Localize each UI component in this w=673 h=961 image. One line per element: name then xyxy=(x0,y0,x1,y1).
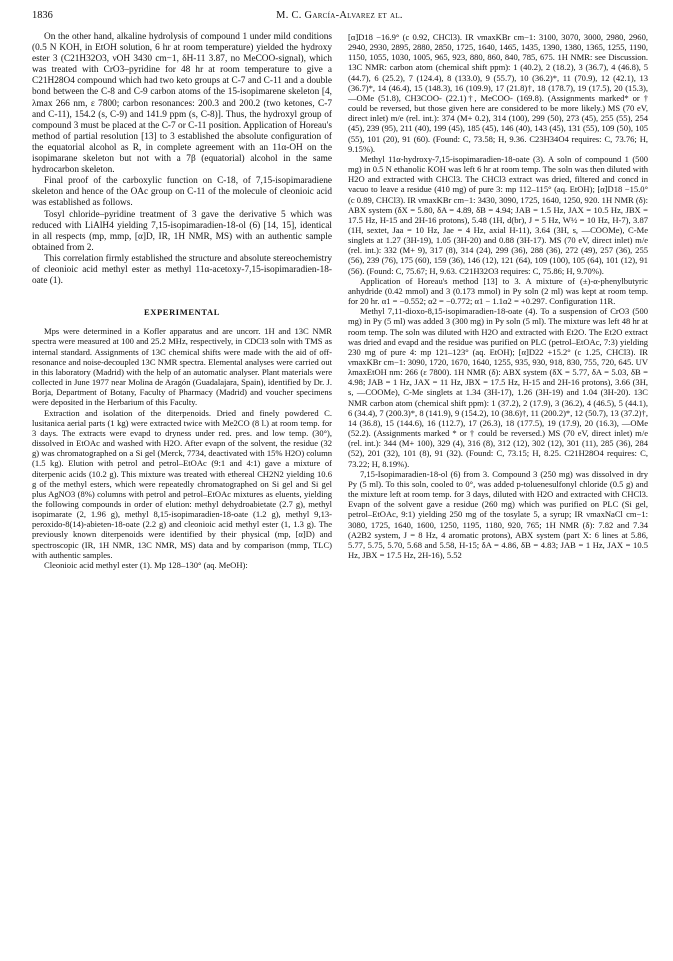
section-heading-experimental: EXPERIMENTAL xyxy=(144,307,220,318)
page-number: 1836 xyxy=(32,10,53,21)
paragraph: Final proof of the carboxylic function on C-18, of 7,15-isopimaradiene skeleton and hence of the OAc group on C-11 of the molecule of cleonioic acid was established as follows. xyxy=(32,176,332,209)
paragraph: Tosyl chloride–pyridine treatment of 3 gave the derivative 5 which was reduced with LiAlH4 yielding 7,15-isopimaradien-18-ol (6) [14, 15], identical in all respects (mp, mmp, [α]D, IR, 1H NMR, MS) with an authentic sample obtained from 2. xyxy=(32,209,332,253)
left-column xyxy=(32,32,332,570)
paragraph: This correlation firmly established the structure and absolute stereochemistry of cleonioic acid methyl ester as methyl 11α-acetoxy-7,15-isopimaradien-18-oate (1). xyxy=(32,253,332,287)
paragraph: Methyl 11α-hydroxy-7,15-isopimaradien-18-oate (3). A soln of compound 1 (500 mg) in 0.5 N ethanolic KOH was left 6 hr at room temp. The soln was then diluted with H2O and extracted with CHCl3. The CHCl3 extract was dried, filtered and concd in vacuo to leave a residue (410 mg) of pure 3: mp 112–115° (aq. EtOH); [α]D18 −15.0° (c 0.89, CHCl3). IR νmaxKBr cm−1: 3430, 3090, 1725, 1640, 1250, 920. 1H NMR (δ): ABX system (δX = 5.80, δA = 4.89, δB = 4.94; JAB = 1.5 Hz, JAX = 10.5 Hz, JBX = 17.5 Hz, H-15 and 2H-16 protons), 5.48 (1H, d(br), J = 5 Hz, W½ = 10 Hz, H-7), 3.87 (1H, sextet, Jaa = 10 Hz, Jae = 4 Hz, axial H-11), 3.64 (3H, s, —COOMe), C-Me singlets at 1.27 (3H-19), 1.05 (3H-20) and 0.88 (3H-17). MS (70 eV, direct inlet) m/e (rel. int.): 332 (M+ 9), 317 (8), 314 (24), 299 (36), 288 (36), 272 (49), 257 (36), 255 (56), 239 (76), 175 (60), 159 (36), 146 (12), 121 (64), 109 (100), 105 (64), 101 (12), 91 (56). (Found: C, 75.67; H, 9.63. C21H32O3 requires: C, 75.86; H, 9.70%). xyxy=(348,153,648,276)
paragraph: Application of Horeau's method [13] to 3. A mixture of (±)-α-phenylbutyric anhydride (0.42 mmol) and 3 (0.173 mmol) in Py soln (2 ml) was kept at room temp. for 20 hr. α1 = −0.552; α2 = −0.772; α1 − 1.1α2 = +0.297. Configuration 11R. xyxy=(348,275,648,307)
paragraph: Mps were determined in a Kofler apparatus and are uncorr. 1H and 13C NMR spectra were measured at 100 and 25.2 MHz, respectively, in CDCl3 soln with TMS as internal standard. Assignments of 13C chemical shifts were made with the aid of off-resonance and noise-decoupled 13C NMR spectra. Elemental analyses were carried out in this laboratory (Madrid) with the help of an automatic analyser. Plant materials were collected in June 1977 near Molina de Aragón (Guadalajara, Spain), identified by Dr. J. Borja, Department of Botany, Faculty of Pharmacy (Madrid) and voucher specimens were deposited in the Herbarium of this Faculty. xyxy=(32,326,332,408)
running-title: M. C. García-Alvarez et al. xyxy=(276,10,403,21)
paragraph: On the other hand, alkaline hydrolysis of compound 1 under mild conditions (0.5 N KOH, in EtOH solution, 6 hr at room temperature) yielded the hydroxy ester 3 (C21H32O3, νOH 3430 cm−1, δH-11 3.87, no MeCOO-signal), which was treated with CrO3–pyridine for 48 hr at room temperature to give a C21H28O4 compound which had two keto groups at C-7 and C-11 and a double bond between the C-8 and C-9 carbon atoms of the 15-isopimarene skeleton [4, λmax 266 nm, ε 7800; carbon resonances: 200.3 and 200.2 (two ketones, C-7 and C-11), 154.2 (s, C-9) and 141.9 ppm (s, C-8)]. Thus, the hydroxyl group of compound 3 must be placed at the C-7 or C-11 position. Application of Horeau's method of partial resolution [13] to 3 established the absolute configuration of the equatorial alcohol as R, in complete agreement with an 11α-OH on the isopimarane skeleton but not with a 7β (equatorial) alcohol in the same hydrocarbon skeleton. xyxy=(32,32,332,176)
paragraph: 7,15-Isopimaradien-18-ol (6) from 3. Compound 3 (250 mg) was dissolved in dry Py (5 ml). To this soln, cooled to 0°, was added p-toluenesulfonyl chloride (0.5 g) and the mixture left at room temp. for 3 days, diluted with H2O and extracted with CHCl3. Evapn of the solvent gave a residue (260 mg) which was purified on PLC (Si gel, petrol–EtOAc, 9:1) yielding 250 mg of the tosylate 5, a syrup; IR νmaxNaCl cm−1: 3080, 1725, 1640, 1600, 1250, 1195, 1180, 920, 765; 1H NMR (δ): 7.82 and 7.34 (A2B2 system, J = 8 Hz, 4 aromatic protons), ABX system (part X: 6 lines at 5.86, 5.77, 5.75, 5.70, 5.68 and 5.58, H-15; δA = 4.86, δB = 4.83; JAB = 1 Hz, JAX = 10.5 Hz, JBX = 17.5 Hz, 2H-16), 5.52 xyxy=(348,468,648,560)
paragraph: Cleonioic acid methyl ester (1). Mp 128–130° (aq. MeOH): xyxy=(44,559,248,570)
experimental-text xyxy=(32,326,332,570)
discussion-text xyxy=(32,32,332,287)
paragraph: Extraction and isolation of the diterpenoids. Dried and finely powdered C. lusitanica aerial parts (1 kg) were extracted twice with Me2CO (8 l.) at room temp. for 3 days. The extracts were evapd to dryness under red. pres. and low temp. (30°), dissolved in EtOAc and washed with H2O. After evapn of the solvent, the residue (32 g) was chromatographed on a Si gel (Merck, 7734, deactivated with 15% H2O) column (1.5 kg). Elution with petrol and petrol–EtOAc (9:1 and 4:1) gave a mixture of diterpenic acids (10.2 g). This mixture was treated with ethereal CH2N2 yielding 10.6 g of the methyl esters, which were repeatedly chromatographed on Si gel and Si gel plus AgNO3 (8%) columns with petrol and petrol–EtOAc mixtures as eluents, yielding the following compounds in order of elution: methyl dehydroabietate (2.7 g), methyl isopimarate (2, 1.96 g), methyl 8,15-isopimaradien-18-oate (1.2 g), methyl 9,13-peroxido-8(14)-abieten-18-oate (2.2 g) and cleonioic acid methyl ester (1, 1.3 g). The previously known diterpenoids were identified by their physical (mp, [α]D) and spectroscopic (IR, 1H NMR, 13C NMR, MS) data and by comparison (mmp, TLC) with authentic samples. xyxy=(32,407,332,560)
paragraph: Methyl 7,11-dioxo-8,15-isopimaradien-18-oate (4). To a suspension of CrO3 (500 mg) in Py (5 ml) was added 3 (300 mg) in Py soln (5 ml). The mixture was left 48 hr at room temp. The soln was diluted with H2O and extracted with Et2O. The Et2O extract was dried and evapd and the residue was purified on PLC (petrol–EtOAc, 7:3) yielding 230 mg of pure 4: mp 121–123° (aq. EtOH); [α]D22 +15.2° (c 1.25, CHCl3). IR νmaxKBr cm−1: 3090, 1720, 1670, 1640, 1255, 935, 930, 918, 830, 755, 720, 645. UV λmaxEtOH nm: 266 (ε 7800). 1H NMR (δ): ABX system (δX = 5.77, δA = 5.03, δB = 4.98; JAB = 1 Hz, JAX = 11 Hz, JBX = 17.5 Hz, H-15 and 2H-16 protons), 3.66 (3H, s, —COOMe), C-Me singlets at 1.34 (3H-17), 1.26 (3H-19) and 1.04 (3H-20). 13C NMR carbon atom (chemical shift ppm): 1 (37.2), 2 (17.9), 3 (36.2), 4 (46.5), 5 (44.1), 6 (34.4), 7 (200.3)*, 8 (141.9), 9 (154.2), 10 (38.6)†, 11 (200.2)*, 12 (50.7), 13 (37.2)†, 14 (36.8), 15 (144.6), 16 (112.7), 17 (26.3), 18 (177.5), 19 (17.9), 20 (16.3), —OMe (52.2). (Assignments marked * or † could be reversed.) MS (70 eV, direct inlet) m/e (rel. int.): 344 (M+ 100), 329 (4), 316 (8), 312 (12), 302 (12), 301 (11), 285 (36), 284 (52), 201 (32), 101 (8), 91 (32). (Found: C, 73.15; H, 8.25. C21H28O4 requires: C, 73.22; H, 8.19%). xyxy=(348,306,648,469)
paragraph: [α]D18 −16.9° (c 0.92, CHCl3). IR νmaxKBr cm−1: 3100, 3070, 3000, 2980, 2960, 2940, 2930, 2895, 2880, 2850, 1725, 1640, 1465, 1435, 1390, 1380, 1365, 1255, 1190, 1150, 1055, 1030, 1005, 965, 923, 880, 860, 840, 785, 675. 1H NMR: see Discussion. 13C NMR: carbon atom (chemical shift ppm): 1 (40.2), 2 (18.2), 3 (36.7), 4 (46.8), 5 (44.7), 6 (25.2), 7 (124.4), 8 (133.0), 9 (55.7), 10 (36.2)*, 11 (70.9), 12 (42.1), 13 (36.7)*, 14 (46.4), 15 (148.3), 16 (109.9), 17 (21.8)†, 18 (178.7), 19 (17.5), 20 (15.3), —OMe (51.8), CH3COO- (22.1)†, MeCOO- (169.8). (Assignments marked* or † could be reversed, but those given here are considered to be more likely.) MS (70 eV, direct inlet) m/e (rel. int.): 374 (M+ 0.2), 314 (100), 299 (50), 273 (45), 255 (55), 254 (45), 239 (95), 211 (40), 199 (45), 185 (45), 146 (40), 143 (45), 131 (55), 109 (50), 105 (55), 101 (20), 91 (60). (Found: C, 73.58; H, 9.36. C23H34O4 requires: C, 73.76; H, 9.15%). xyxy=(348,32,648,154)
right-column xyxy=(348,32,648,560)
page-header xyxy=(32,10,647,28)
